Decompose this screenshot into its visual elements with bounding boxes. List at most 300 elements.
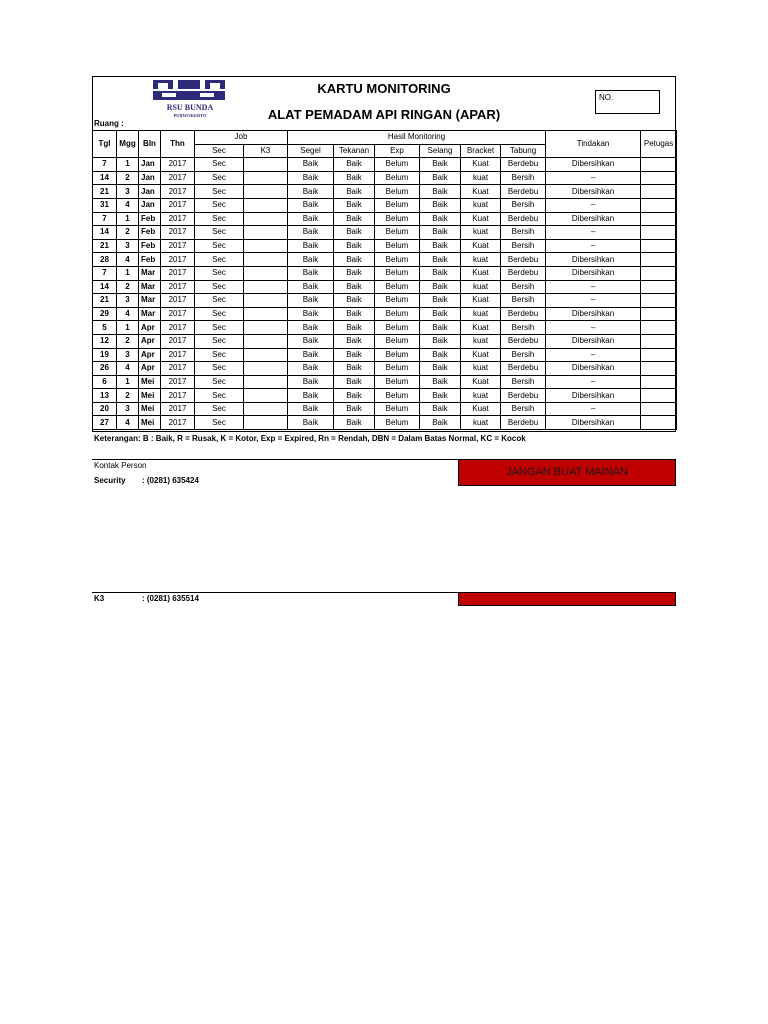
contact-title: Kontak Person [94,461,147,470]
cell-mgg: 3 [117,239,139,253]
warning-bar [458,592,676,606]
legend-note: Keterangan: B : Baik, R = Rusak, K = Kotor, Exp = Expired, Rn = Rendah, DBN = Dalam Batas Normal, KC = Kocok [94,434,526,443]
cell-tgl: 31 [93,198,117,212]
cell-mgg: 3 [117,402,139,416]
cell-exp: Belum [375,198,420,212]
cell-bracket: kuat [461,280,501,294]
cell-tgl: 21 [93,294,117,308]
cell-tindakan: – [546,321,641,335]
cell-bracket: Kuat [461,294,501,308]
table-row [93,294,677,308]
cell-petugas [641,334,677,348]
cell-bln: Jan [139,198,161,212]
cell-k3 [244,239,288,253]
cell-petugas [641,362,677,376]
cell-segel: Baik [288,375,334,389]
cell-k3 [244,226,288,240]
room-label: Ruang : [94,119,124,128]
cell-selang: Baik [420,307,461,321]
table-row [93,416,677,430]
cell-tabung: Berdebu [501,158,546,172]
cell-tabung: Bersih [501,348,546,362]
cell-bln: Mar [139,280,161,294]
cell-mgg: 1 [117,266,139,280]
cell-tabung: Bersih [501,321,546,335]
header-petugas: Petugas [641,131,677,158]
cell-tgl: 21 [93,239,117,253]
cell-segel: Baik [288,158,334,172]
cell-exp: Belum [375,266,420,280]
cell-k3 [244,253,288,267]
cell-selang: Baik [420,416,461,430]
cell-tgl: 27 [93,416,117,430]
cell-segel: Baik [288,185,334,199]
cell-sec: Sec [195,416,244,430]
monitoring-table [92,130,677,430]
cell-petugas [641,307,677,321]
cell-tabung: Bersih [501,402,546,416]
cell-segel: Baik [288,212,334,226]
cell-mgg: 4 [117,253,139,267]
cell-exp: Belum [375,402,420,416]
cell-mgg: 4 [117,307,139,321]
cell-selang: Baik [420,253,461,267]
cell-tindakan: Dibersihkan [546,253,641,267]
header-exp: Exp [375,144,420,158]
cell-sec: Sec [195,389,244,403]
cell-segel: Baik [288,334,334,348]
cell-tabung: Berdebu [501,362,546,376]
cell-tindakan: Dibersihkan [546,158,641,172]
cell-petugas [641,239,677,253]
cell-segel: Baik [288,253,334,267]
cell-mgg: 3 [117,185,139,199]
cell-k3 [244,402,288,416]
cell-sec: Sec [195,185,244,199]
cell-tindakan: Dibersihkan [546,266,641,280]
cell-bln: Mei [139,389,161,403]
table-row [93,212,677,226]
cell-k3 [244,185,288,199]
cell-k3 [244,389,288,403]
cell-bracket: Kuat [461,158,501,172]
cell-segel: Baik [288,239,334,253]
cell-tekanan: Baik [334,226,375,240]
header-thn: Thn [161,131,195,158]
cell-bln: Jan [139,158,161,172]
table-row [93,362,677,376]
header-tindakan: Tindakan [546,131,641,158]
header-bracket: Bracket [461,144,501,158]
cell-mgg: 1 [117,212,139,226]
cell-tekanan: Baik [334,389,375,403]
cell-tgl: 7 [93,158,117,172]
cell-tgl: 12 [93,334,117,348]
cell-sec: Sec [195,280,244,294]
cell-thn: 2017 [161,375,195,389]
cell-mgg: 2 [117,334,139,348]
cell-bln: Mar [139,294,161,308]
cell-tabung: Berdebu [501,307,546,321]
cell-segel: Baik [288,348,334,362]
cell-bracket: kuat [461,226,501,240]
table-row [93,171,677,185]
cell-segel: Baik [288,294,334,308]
cell-tgl: 7 [93,212,117,226]
cell-tgl: 14 [93,280,117,294]
cell-sec: Sec [195,253,244,267]
contact-section [92,459,676,607]
cell-segel: Baik [288,280,334,294]
cell-bln: Apr [139,348,161,362]
cell-mgg: 4 [117,416,139,430]
cell-bracket: kuat [461,198,501,212]
cell-tekanan: Baik [334,212,375,226]
number-label: NO. [599,93,614,102]
cell-bln: Apr [139,334,161,348]
cell-k3 [244,294,288,308]
cell-sec: Sec [195,334,244,348]
table-row [93,321,677,335]
cell-mgg: 1 [117,158,139,172]
cell-exp: Belum [375,389,420,403]
cell-thn: 2017 [161,307,195,321]
cell-bracket: kuat [461,307,501,321]
cell-tgl: 21 [93,185,117,199]
cell-sec: Sec [195,321,244,335]
cell-thn: 2017 [161,334,195,348]
cell-sec: Sec [195,307,244,321]
k3-phone: : (0281) 635514 [142,594,199,603]
cell-petugas [641,185,677,199]
number-field [595,90,660,114]
cell-segel: Baik [288,198,334,212]
cell-tgl: 5 [93,321,117,335]
cell-thn: 2017 [161,198,195,212]
cell-tgl: 14 [93,226,117,240]
cell-mgg: 2 [117,389,139,403]
cell-bracket: kuat [461,362,501,376]
warning-banner [458,459,676,486]
cell-tindakan: – [546,171,641,185]
cell-tgl: 26 [93,362,117,376]
cell-k3 [244,212,288,226]
cell-thn: 2017 [161,402,195,416]
header-segel: Segel [288,144,334,158]
cell-tekanan: Baik [334,307,375,321]
cell-thn: 2017 [161,294,195,308]
cell-bracket: Kuat [461,321,501,335]
cell-tindakan: Dibersihkan [546,185,641,199]
cell-tekanan: Baik [334,294,375,308]
cell-selang: Baik [420,294,461,308]
header-tgl: Tgl [93,131,117,158]
cell-bln: Apr [139,362,161,376]
cell-bln: Feb [139,226,161,240]
cell-k3 [244,348,288,362]
cell-bln: Feb [139,212,161,226]
cell-k3 [244,171,288,185]
cell-segel: Baik [288,226,334,240]
cell-segel: Baik [288,171,334,185]
cell-bln: Jan [139,171,161,185]
cell-tabung: Bersih [501,226,546,240]
cell-exp: Belum [375,239,420,253]
cell-mgg: 3 [117,294,139,308]
cell-bracket: Kuat [461,212,501,226]
cell-tindakan: – [546,402,641,416]
cell-exp: Belum [375,416,420,430]
cell-exp: Belum [375,348,420,362]
cell-thn: 2017 [161,171,195,185]
table-row [93,402,677,416]
cell-tabung: Berdebu [501,416,546,430]
cell-sec: Sec [195,212,244,226]
cell-petugas [641,198,677,212]
cell-tindakan: – [546,294,641,308]
cell-exp: Belum [375,294,420,308]
cell-mgg: 1 [117,375,139,389]
cell-exp: Belum [375,185,420,199]
cell-petugas [641,212,677,226]
cell-tindakan: Dibersihkan [546,362,641,376]
table-row [93,307,677,321]
cell-petugas [641,416,677,430]
cell-exp: Belum [375,158,420,172]
cell-k3 [244,375,288,389]
cell-petugas [641,226,677,240]
cell-tabung: Berdebu [501,212,546,226]
cell-tindakan: – [546,226,641,240]
cell-tabung: Bersih [501,171,546,185]
table-row [93,198,677,212]
cell-selang: Baik [420,375,461,389]
header-selang: Selang [420,144,461,158]
cell-petugas [641,253,677,267]
cell-selang: Baik [420,185,461,199]
cell-tabung: Berdebu [501,253,546,267]
cell-selang: Baik [420,171,461,185]
security-phone: : (0281) 635424 [142,476,199,485]
cell-tgl: 20 [93,402,117,416]
cell-bln: Apr [139,321,161,335]
cell-tgl: 7 [93,266,117,280]
cell-thn: 2017 [161,280,195,294]
cell-segel: Baik [288,321,334,335]
cell-exp: Belum [375,171,420,185]
cell-k3 [244,280,288,294]
cell-petugas [641,266,677,280]
logo-text: RSU BUNDA [166,103,214,112]
cell-k3 [244,416,288,430]
cell-bln: Feb [139,253,161,267]
cell-selang: Baik [420,266,461,280]
cell-sec: Sec [195,158,244,172]
cell-bln: Mei [139,402,161,416]
cell-tekanan: Baik [334,321,375,335]
cell-mgg: 2 [117,280,139,294]
cell-sec: Sec [195,348,244,362]
cell-petugas [641,389,677,403]
cell-tekanan: Baik [334,239,375,253]
cell-selang: Baik [420,402,461,416]
cell-mgg: 2 [117,226,139,240]
cell-bracket: kuat [461,416,501,430]
table-row [93,280,677,294]
table-row [93,266,677,280]
cell-tekanan: Baik [334,158,375,172]
cell-petugas [641,294,677,308]
cell-petugas [641,402,677,416]
cell-thn: 2017 [161,226,195,240]
cell-tabung: Bersih [501,280,546,294]
cell-selang: Baik [420,226,461,240]
cell-exp: Belum [375,226,420,240]
cell-exp: Belum [375,362,420,376]
cell-k3 [244,158,288,172]
cell-thn: 2017 [161,321,195,335]
cell-thn: 2017 [161,416,195,430]
cell-k3 [244,321,288,335]
cell-petugas [641,375,677,389]
cell-bln: Mar [139,307,161,321]
cell-bln: Feb [139,239,161,253]
header-hasil: Hasil Monitoring [288,131,546,145]
cell-tabung: Berdebu [501,266,546,280]
cell-tekanan: Baik [334,266,375,280]
cell-tgl: 19 [93,348,117,362]
cell-sec: Sec [195,171,244,185]
table-row [93,226,677,240]
cell-tekanan: Baik [334,375,375,389]
k3-label: K3 [94,594,105,603]
cell-petugas [641,158,677,172]
cell-bracket: Kuat [461,239,501,253]
table-row [93,348,677,362]
cell-tabung: Bersih [501,239,546,253]
cell-bln: Mei [139,416,161,430]
cell-thn: 2017 [161,348,195,362]
cell-tgl: 6 [93,375,117,389]
cell-tindakan: – [546,375,641,389]
cell-tabung: Berdebu [501,334,546,348]
cell-k3 [244,198,288,212]
cell-selang: Baik [420,389,461,403]
cell-tekanan: Baik [334,416,375,430]
cell-tindakan: Dibersihkan [546,334,641,348]
cell-petugas [641,321,677,335]
header-bln: Bln [139,131,161,158]
cell-segel: Baik [288,362,334,376]
header-tabung: Tabung [501,144,546,158]
cell-thn: 2017 [161,266,195,280]
cell-tindakan: – [546,198,641,212]
cell-selang: Baik [420,212,461,226]
cell-thn: 2017 [161,253,195,267]
cell-k3 [244,307,288,321]
cell-tabung: Bersih [501,375,546,389]
table-row [93,158,677,172]
cell-sec: Sec [195,226,244,240]
cell-sec: Sec [195,266,244,280]
cell-exp: Belum [375,375,420,389]
cell-selang: Baik [420,348,461,362]
cell-tabung: Berdebu [501,185,546,199]
cell-segel: Baik [288,266,334,280]
cell-k3 [244,266,288,280]
cell-selang: Baik [420,158,461,172]
cell-selang: Baik [420,198,461,212]
cell-bln: Jan [139,185,161,199]
cell-tekanan: Baik [334,362,375,376]
cell-exp: Belum [375,280,420,294]
cell-sec: Sec [195,198,244,212]
header-mgg: Mgg [117,131,139,158]
cell-selang: Baik [420,280,461,294]
cell-selang: Baik [420,334,461,348]
cell-segel: Baik [288,307,334,321]
cell-sec: Sec [195,375,244,389]
table-row [93,185,677,199]
cell-tindakan: Dibersihkan [546,307,641,321]
header-job: Job [195,131,288,145]
cell-petugas [641,280,677,294]
cell-tindakan: Dibersihkan [546,212,641,226]
table-row [93,239,677,253]
header-job-k3: K3 [244,144,288,158]
cell-selang: Baik [420,239,461,253]
cell-tgl: 29 [93,307,117,321]
cell-sec: Sec [195,294,244,308]
cell-mgg: 2 [117,171,139,185]
cell-tgl: 28 [93,253,117,267]
cell-exp: Belum [375,321,420,335]
cell-bracket: Kuat [461,266,501,280]
cell-tekanan: Baik [334,198,375,212]
logo-subtext: PURWOKERTO [173,113,207,118]
cell-bracket: kuat [461,171,501,185]
cell-segel: Baik [288,389,334,403]
cell-bracket: Kuat [461,185,501,199]
table-row [93,389,677,403]
cell-sec: Sec [195,402,244,416]
cell-tekanan: Baik [334,280,375,294]
cell-petugas [641,348,677,362]
cell-tekanan: Baik [334,348,375,362]
cell-exp: Belum [375,212,420,226]
cell-bracket: kuat [461,389,501,403]
cell-sec: Sec [195,362,244,376]
table-row [93,375,677,389]
cell-tindakan: Dibersihkan [546,389,641,403]
cell-thn: 2017 [161,389,195,403]
cell-selang: Baik [420,321,461,335]
cell-bracket: Kuat [461,348,501,362]
cell-k3 [244,334,288,348]
cell-tgl: 14 [93,171,117,185]
cell-tekanan: Baik [334,185,375,199]
cell-thn: 2017 [161,212,195,226]
cell-tgl: 13 [93,389,117,403]
security-label: Security [94,476,126,485]
cell-exp: Belum [375,307,420,321]
cell-tekanan: Baik [334,171,375,185]
cell-mgg: 3 [117,348,139,362]
cell-segel: Baik [288,416,334,430]
cell-tindakan: Dibersihkan [546,416,641,430]
cell-thn: 2017 [161,362,195,376]
cell-mgg: 4 [117,362,139,376]
